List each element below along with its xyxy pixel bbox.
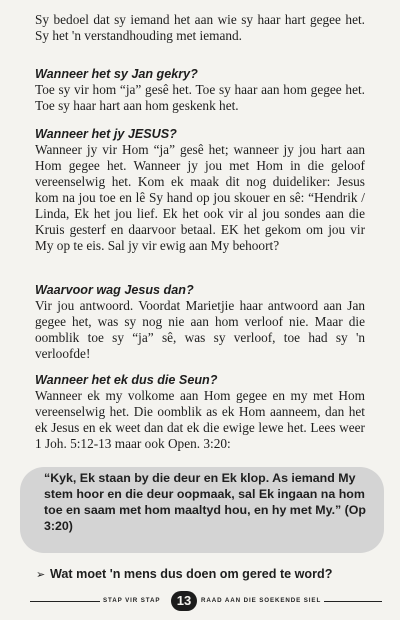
section-body-2: Wanneer jy vir Hom “ja” gesê het; wanneer jy jou hart aan Hom gegee het. Wanneer jy jou met Hom in die geloof vereenselwig het. Kom ek maak dit nog duideliker: Jesus kom na jou toe en lê Sy hand op jou skouer en sê: “Hendrik / Linda, Ek het jou lief. Ek het ook vir al jou sondes aan die Kruis gesterf en daarvoor betaal. EK het gekom om jou vir My op te eis. Sal jy vir ewig aan My behoort? [35, 142, 365, 253]
intro-paragraph: Sy bedoel dat sy iemand het aan wie sy haar hart gegee het. Sy het 'n verstandhouding met iemand. [35, 12, 365, 43]
section-heading-2: Wanneer het jy JESUS? [35, 127, 177, 141]
section-heading-4: Wanneer het ek dus die Seun? [35, 373, 218, 387]
page-number-badge: 13 [171, 591, 197, 611]
section-heading-1: Wanneer het sy Jan gekry? [35, 67, 198, 81]
closing-question-text: Wat moet 'n mens dus doen om gered te word? [50, 567, 333, 581]
section-heading-3: Waarvoor wag Jesus dan? [35, 283, 194, 297]
closing-question [36, 566, 376, 583]
scripture-quote-text: “Kyk, Ek staan by die deur en Ek klop. As iemand My stem hoor en die deur oopmaak, sal Ek ingaan na hom toe en saam met hom maaltyd hou, en hy met My.” (Op 3:20) [44, 471, 366, 533]
section-body-4: Wanneer ek my volkome aan Hom gegee en my met Hom vereenselwig het. Die oomblik as ek Hom aanneem, dan het ek Jesus en ek weet dan dat ek die ewige lewe het. Lees weer 1 Joh. 5:12-13 maar ook Open. 3:20: [35, 388, 365, 451]
scripture-quote-box [20, 467, 384, 553]
page-footer [20, 590, 384, 614]
section-body-1: Toe sy vir hom “ja” gesê het. Toe sy haar aan hom gegee het. Toe sy haar hart aan hom geskenk het. [35, 82, 365, 113]
footer-right-text: RAAD AAN DIE SOEKENDE SIEL [198, 596, 324, 606]
arrow-bullet-icon: ➢ [36, 569, 46, 581]
section-body-3: Vir jou antwoord. Voordat Marietjie haar antwoord aan Jan gegee het, was sy nog nie aan hom verloof nie. Maar die oomblik toe sy “ja” sê, was sy verloof, toe had sy 'n verloofde! [35, 298, 365, 361]
footer-left-text: STAP VIR STAP [100, 596, 163, 606]
